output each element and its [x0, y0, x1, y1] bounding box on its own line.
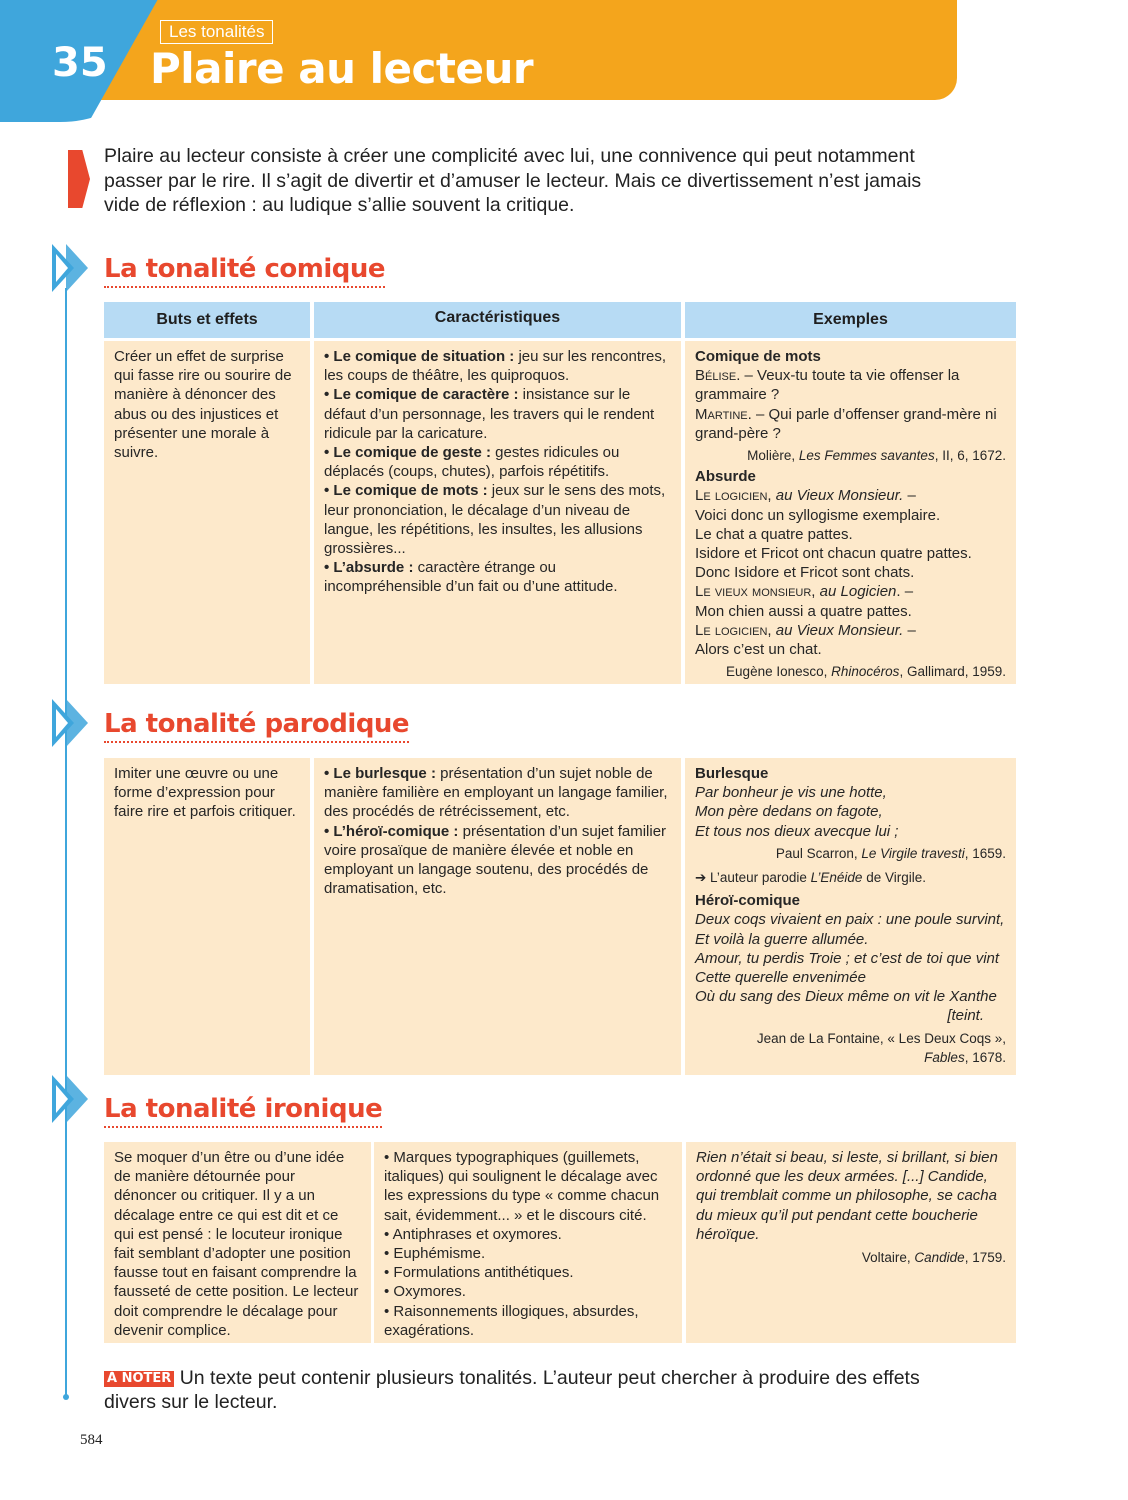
example-source: Voltaire, Candide, 1759.: [861, 1250, 1006, 1266]
column-header-caracteristiques: Caractéristiques: [314, 302, 681, 338]
verse-line: Et voilà la guerre allumée.: [695, 930, 869, 948]
left-rule-end-dot: [63, 1394, 69, 1400]
ironique-buts-text: Se moquer d’un être ou d’une idée de manière détournée pour dénoncer ou critiquer. Il y a un décalage entre ce qui est dit et ce qui est pensé : le locuteur ironique fait semblant d’adopter une position fausse tout en faisant comprendre la fausseté de cette position. Le lecteur doit comprendre le décalage pour devenir complice.: [114, 1149, 359, 1339]
list-item: • Raisonnements illogiques, absurdes, exagérations.: [384, 1302, 639, 1339]
list-item: • Le burlesque : présentation d’un sujet noble de manière familière en employant un langage familier, des procédés de rétrécissement, etc.: [324, 765, 668, 821]
verse-line: Mon père dedans on fagote,: [695, 803, 883, 821]
ironique-exemples-cell: [686, 1142, 1016, 1343]
intro-marker-icon: [68, 150, 90, 208]
example-line: Voici donc un syllogisme exemplaire.: [695, 506, 941, 524]
example-line: Le chat a quatre pattes.: [695, 525, 853, 543]
list-item: • Oxymores.: [384, 1283, 466, 1301]
verse-line: Où du sang des Dieux même on vit le Xanthe: [695, 988, 997, 1006]
ironique-buts-cell: [104, 1142, 371, 1343]
verse-line: Amour, tu perdis Troie ; et c’est de toi que vint: [695, 949, 1000, 967]
note-label: À NOTER: [104, 1371, 174, 1387]
list-item: • Le comique de caractère : insistance sur le défaut d’un personnage, les travers qui le rendent ridicule par la caricature.: [324, 386, 655, 442]
parodique-buts-cell: [104, 758, 310, 1075]
section-title-ironique: La tonalité ironique: [104, 1094, 382, 1128]
section-title-comique: La tonalité comique: [104, 254, 385, 288]
left-rule: [65, 288, 67, 1398]
example-heading: Absurde: [695, 468, 756, 486]
section-arrow-icon: [52, 699, 100, 747]
example-line: Bélise. – Veux-tu toute ta vie offenser la grammaire ?: [695, 367, 960, 404]
comique-exemples-cell: [685, 341, 1016, 684]
example-text: Rien n’était si beau, si leste, si brillant, si bien ordonné que les deux armées. [...] Candide, qui tremblait comme un philosophe, se cacha du mieux qu’il put pendant cette boucherie héroïque.: [696, 1149, 998, 1243]
section-arrow-icon: [52, 244, 100, 292]
verse-line: Par bonheur je vis une hotte,: [695, 784, 887, 802]
example-source: Jean de La Fontaine, « Les Deux Coqs »,: [756, 1030, 1006, 1046]
section-tag: Les tonalités: [160, 20, 273, 44]
parodique-buts-text: Imiter une œuvre ou une forme d’expression pour faire rire et parfois critiquer.: [114, 765, 296, 821]
example-note: ➔ L’auteur parodie L’Enéide de Virgile.: [695, 870, 926, 886]
list-item: • L’héroï-comique : présentation d’un sujet familier voire prosaïque de manière élevée et noble en employant un langage soutenu, des procédés de dramatisation, etc.: [324, 822, 667, 898]
page-number: 584: [80, 1432, 103, 1448]
example-line: Le vieux monsieur, au Logicien. –: [695, 583, 914, 601]
chapter-number: 35: [52, 40, 108, 86]
note-text: Un texte peut contenir plusieurs tonalités. L’auteur peut chercher à produire des effets divers sur le lecteur.: [104, 1367, 920, 1413]
section-title-parodique: La tonalité parodique: [104, 709, 409, 743]
list-item: • Le comique de situation : jeu sur les rencontres, les coups de théâtre, les quiproquos.: [324, 348, 667, 385]
page-title: Plaire au lecteur: [150, 44, 534, 93]
parodique-exemples-cell: [685, 758, 1016, 1075]
ironique-caracteristiques-cell: [374, 1142, 682, 1343]
list-item: • Euphémisme.: [384, 1245, 486, 1263]
note-box: [104, 1366, 924, 1414]
column-header-buts: Buts et effets: [104, 302, 310, 338]
verse-line: Deux coqs vivaient en paix : une poule survint,: [695, 911, 1005, 929]
example-line: Mon chien aussi a quatre pattes.: [695, 602, 912, 620]
list-item: • Marques typographiques (guillemets, italiques) qui soulignent le décalage avec les expressions du type « comme chacun sait, évidemment... » et le discours cité.: [384, 1149, 660, 1224]
list-item: • Le comique de mots : jeux sur le sens des mots, leur prononciation, le décalage d’un niveau de langue, les répétitions, les insultes, les allusions grossières...: [324, 482, 666, 558]
intro-paragraph: Plaire au lecteur consiste à créer une complicité avec lui, une connivence qui peut notamment passer par le rire. Il s’agit de divertir et d’amuser le lecteur. Mais ce divertissement n’est jamais vide de réflexion : au ludique s’allie souvent la critique.: [104, 145, 922, 216]
example-line: Isidore et Fricot ont chacun quatre pattes.: [695, 545, 972, 563]
example-source: Eugène Ionesco, Rhinocéros, Gallimard, 1959.: [726, 664, 1006, 680]
example-source: Paul Scarron, Le Virgile travesti, 1659.: [775, 845, 1006, 861]
example-heading: Comique de mots: [695, 348, 821, 365]
example-line: Donc Isidore et Fricot sont chats.: [695, 564, 915, 582]
comique-buts-cell: [104, 341, 310, 684]
comique-caracteristiques-cell: [314, 341, 681, 684]
list-item: • Le comique de geste : gestes ridicules ou déplacés (coups, chutes), parfois répétitifs.: [324, 444, 620, 481]
example-line: Le logicien, au Vieux Monsieur. –: [695, 621, 916, 639]
list-item: • L’absurde : caractère étrange ou incompréhensible d’un fait ou d’une attitude.: [324, 559, 618, 596]
list-item: • Formulations antithétiques.: [384, 1264, 574, 1282]
example-line: Martine. – Qui parle d’offenser grand-mère ni grand-père ?: [695, 405, 997, 442]
example-heading: Héroï-comique: [695, 892, 801, 910]
verse-line: Et tous nos dieux avecque lui ;: [695, 822, 899, 840]
verse-line: [teint.: [947, 1007, 984, 1025]
example-line: Alors c’est un chat.: [695, 641, 822, 659]
example-source: Fables, 1678.: [924, 1049, 1006, 1065]
example-heading: Burlesque: [695, 765, 769, 782]
example-source: Molière, Les Femmes savantes, II, 6, 1672.: [747, 448, 1006, 464]
parodique-caracteristiques-cell: [314, 758, 681, 1075]
comique-buts-text: Créer un effet de surprise qui fasse rire ou sourire de manière à dénoncer des abus ou des injustices et présenter une morale à suivre.: [114, 348, 292, 462]
example-line: Le logicien, au Vieux Monsieur. –: [695, 487, 916, 505]
section-arrow-icon: [52, 1075, 100, 1123]
list-item: • Antiphrases et oxymores.: [384, 1225, 562, 1243]
column-header-exemples: Exemples: [685, 302, 1016, 338]
verse-line: Cette querelle envenimée: [695, 969, 866, 987]
